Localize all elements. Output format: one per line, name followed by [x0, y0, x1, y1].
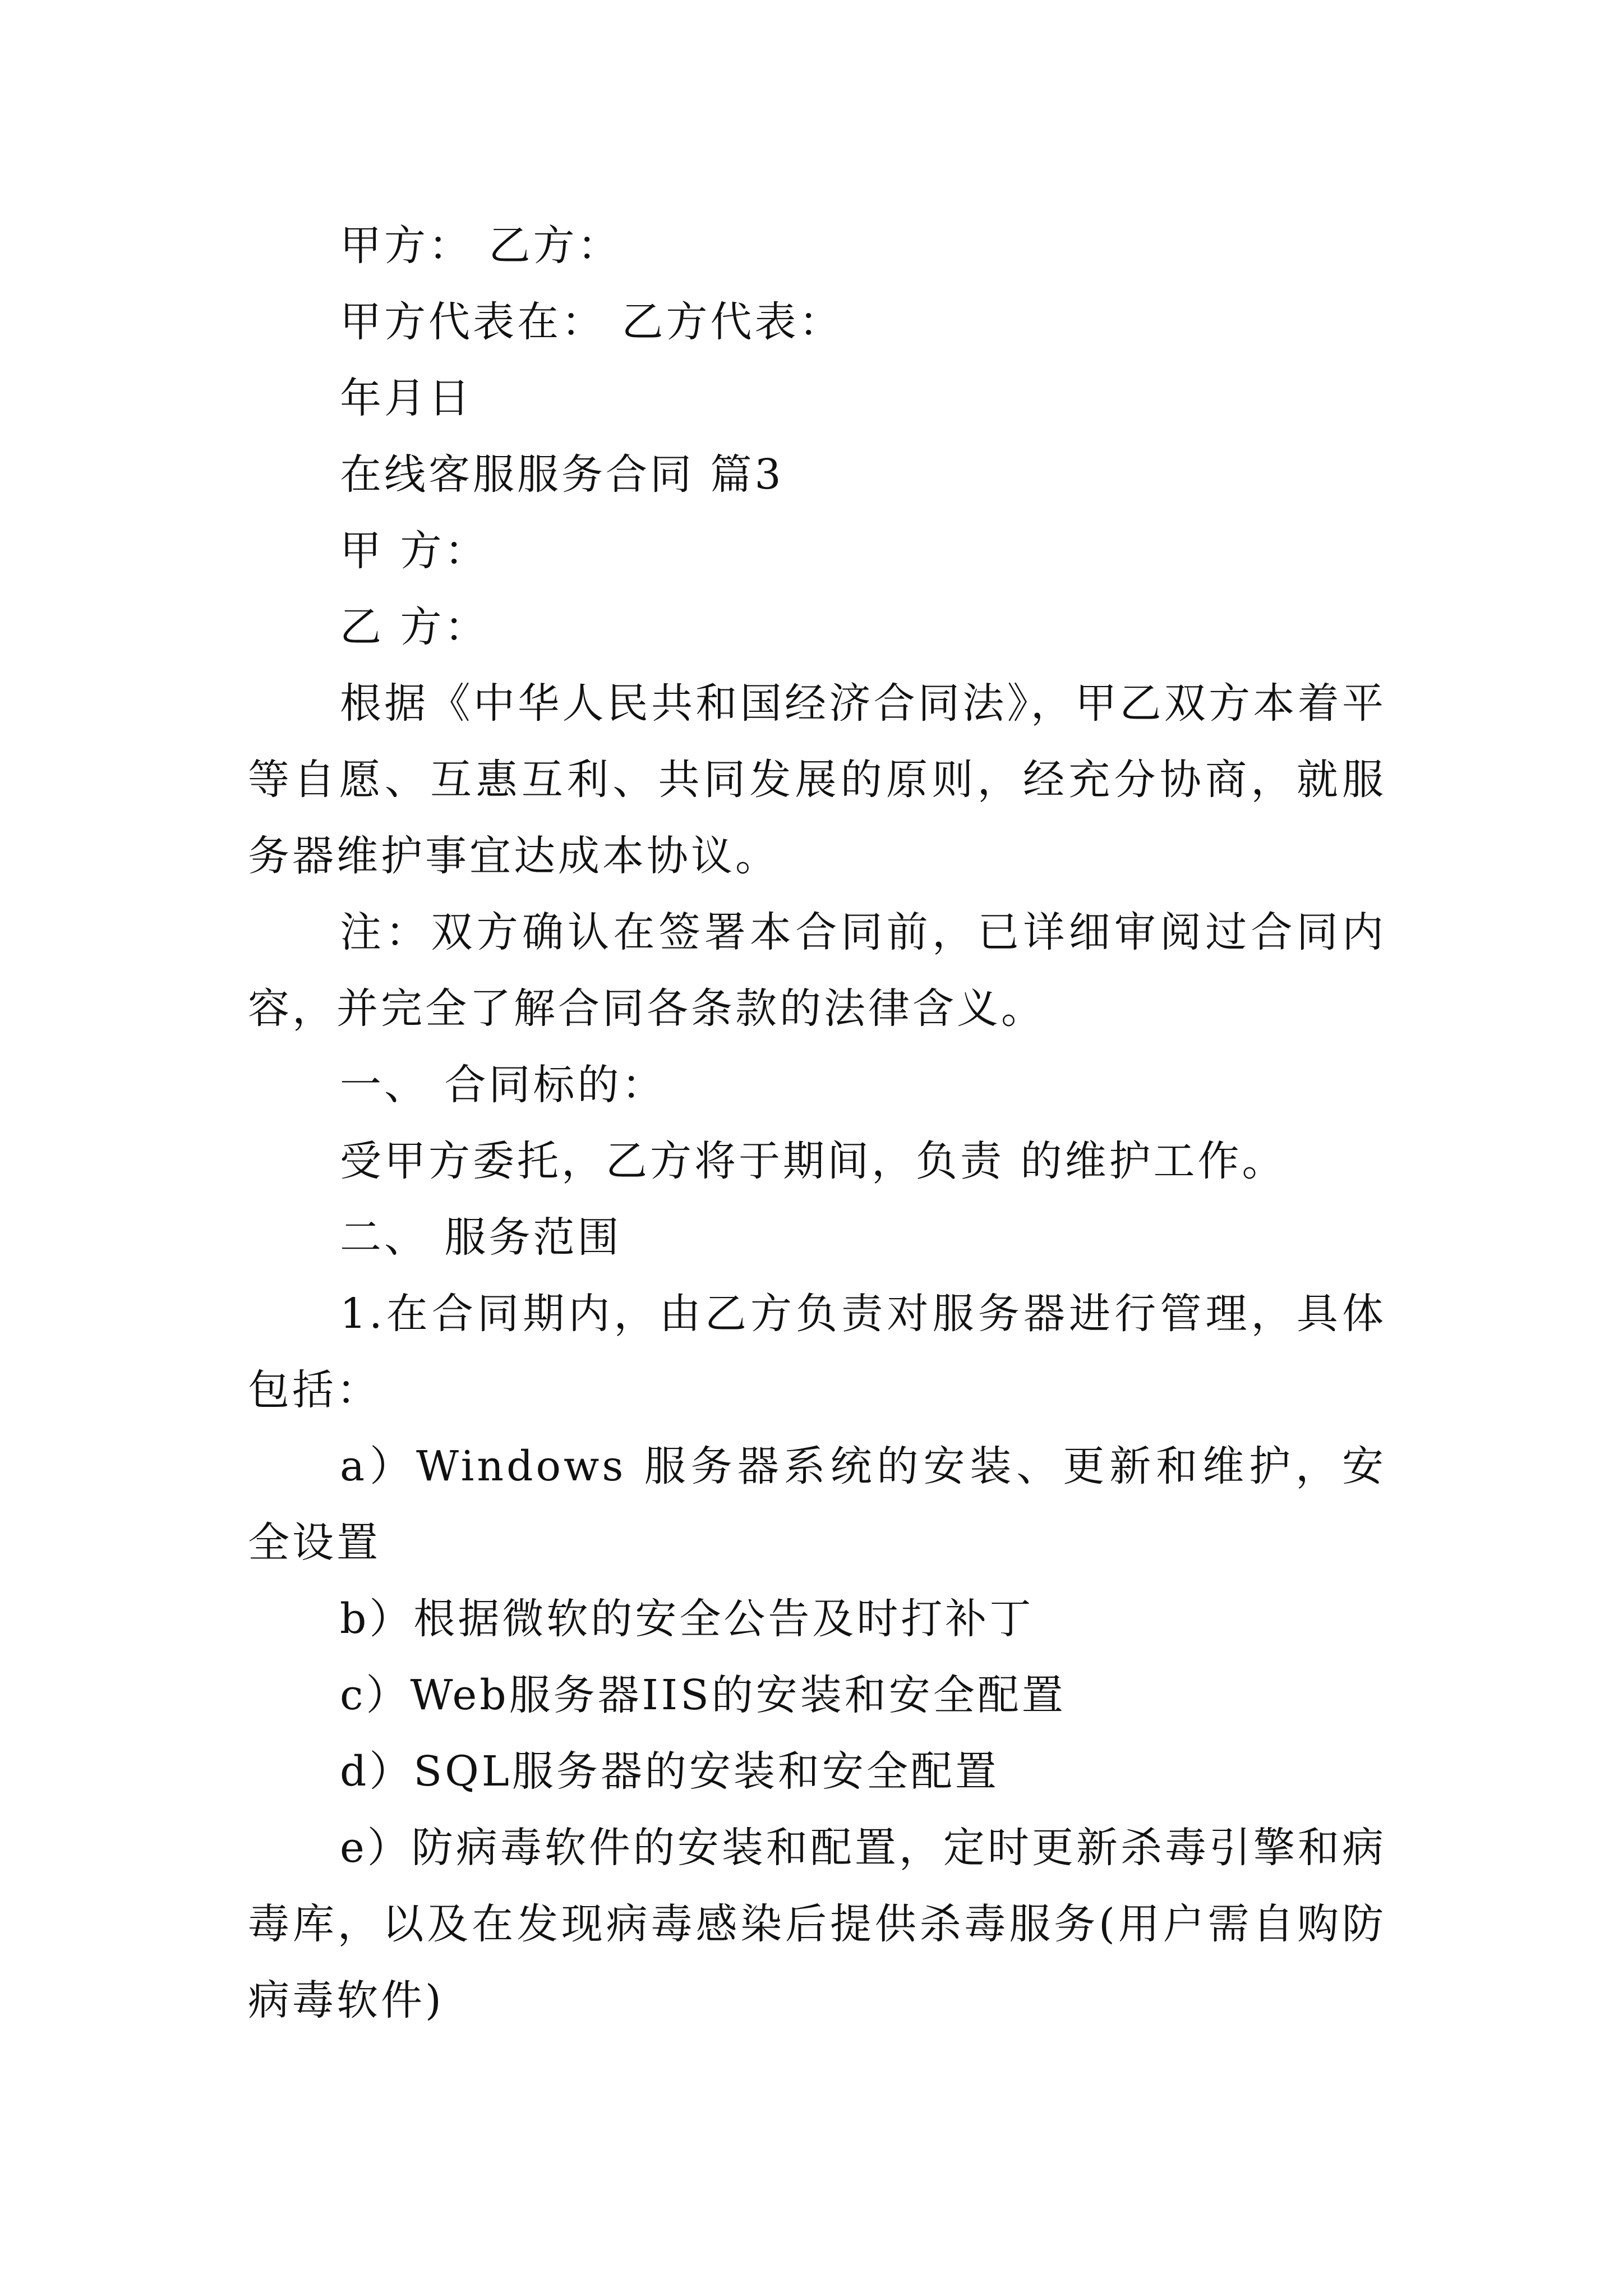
service-item-e: e）防病毒软件的安装和配置，定时更新杀毒引擎和病毒库，以及在发现病毒感染后提供杀毒服务(用户需自购防病毒软件): [248, 1824, 1386, 2024]
contract-title: 在线客服服务合同 篇3: [340, 450, 784, 499]
party-line: 甲方： 乙方：: [340, 222, 622, 270]
representative-line: 甲方代表在： 乙方代表：: [340, 298, 843, 346]
party-b-line: 乙 方：: [340, 603, 489, 651]
section1-heading: 一、 合同标的：: [340, 1061, 666, 1109]
service-item-d: d）SQL服务器的安装和安全配置: [340, 1747, 999, 1796]
service-item-1: 1.在合同期内，由乙方负责对服务器进行管理，具体包括：: [248, 1290, 1386, 1414]
note-paragraph: 注：双方确认在签署本合同前，已详细审阅过合同内容，并完全了解合同各条款的法律含义。: [248, 908, 1386, 1033]
date-line: 年月日: [340, 374, 473, 422]
section2-heading: 二、 服务范围: [340, 1213, 622, 1262]
service-item-c: c）Web服务器IIS的安装和安全配置: [340, 1671, 1066, 1719]
section1-text: 受甲方委托，乙方将于期间，负责 的维护工作。: [340, 1137, 1287, 1185]
document-body: [248, 208, 1386, 2039]
service-item-a: a）Windows 服务器系统的安装、更新和维护，安全设置: [248, 1442, 1386, 1567]
service-item-b: b）根据微软的安全公告及时打补丁: [340, 1595, 1034, 1643]
intro-paragraph: 根据《中华人民共和国经济合同法》，甲乙双方本着平等自愿、互惠互利、共同发展的原则，经充分协商，就服务器维护事宜达成本协议。: [248, 679, 1386, 880]
party-a-line: 甲 方：: [340, 527, 489, 575]
